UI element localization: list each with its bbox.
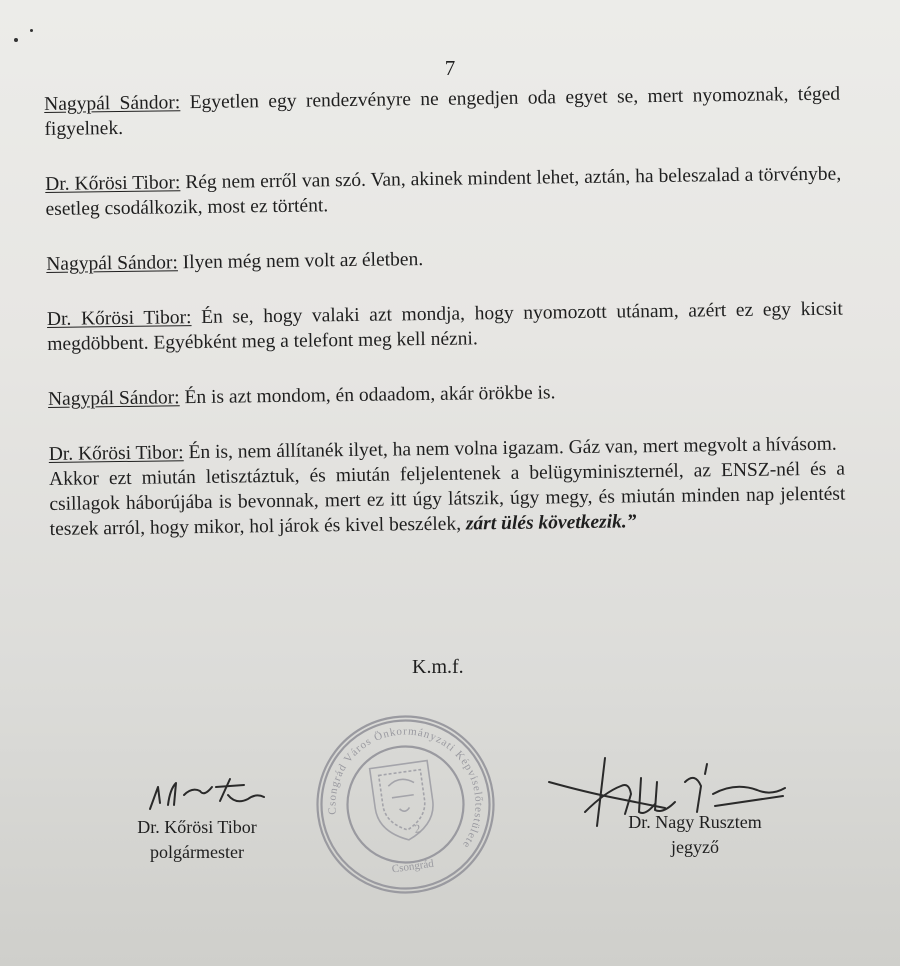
stamp-center-number: 2 (413, 821, 422, 836)
utterance-text: Ilyen még nem volt az életben. (177, 249, 424, 274)
notary-signature-block (600, 810, 790, 860)
stamp-bottom-text: Csongrád (391, 857, 435, 876)
closing-text: Akkor ezt miután letisztáztuk, és miután feljelentenek a belügyminiszternél, az ENSZ-nél és a csillagok háborújába is bevonnak, mert ez itt úgy látszik, úgy megy, és miután minden nap jelentést teszek arról, hogy mikor, hol járok és kivel beszélek, (48, 458, 846, 540)
utterance-text: Egyetlen egy rendezvényre ne engedjen oda egyet se, mert nyomoznak, téged figyelnek. (44, 83, 841, 140)
signatory-name: Dr. Kőrösi Tibor (137, 817, 257, 837)
official-stamp (301, 700, 510, 909)
speaker-name: Dr. Kőrösi Tibor: (46, 307, 192, 330)
coat-of-arms-icon (370, 761, 438, 844)
kmf-mark: K.m.f. (412, 656, 464, 678)
utterance-text: Rég nem erről van szó. Van, akinek mindent lehet, aztán, ha beleszalad a törvénybe, esetleg csodálkozik, most ez történt. (45, 163, 842, 220)
speaker-name: Dr. Kőrösi Tibor: (45, 172, 181, 195)
transcript-body (44, 82, 846, 542)
page-number: 7 (444, 56, 456, 80)
signatory-title: jegyző (671, 837, 719, 857)
closing-paragraph (49, 457, 846, 542)
paper-speck (30, 29, 33, 32)
speaker-name: Nagypál Sándor: (46, 252, 178, 275)
mayor-signature (140, 765, 280, 815)
transcript-paragraph (45, 162, 842, 222)
utterance-text: Én se, hogy valaki azt mondja, hogy nyomozott utánam, azért ez egy kicsit megdöbbent. Egyébként meg a telefont meg kell nézni. (47, 298, 844, 355)
utterance-text: Én is azt mondom, én odaadom, akár örökbe is. (179, 382, 556, 409)
stamp-ring-text: Csongrád Város Önkormányzati Képviselőtestülete (326, 725, 485, 851)
utterance-text: Én is, nem állítanék ilyet, ha nem volna igazam. Gáz van, mert megvolt a hívásom. (183, 433, 837, 464)
mayor-signature-block (112, 815, 282, 865)
speaker-name: Nagypál Sándor: (47, 387, 180, 410)
transcript-paragraph (46, 242, 842, 277)
speaker-name: Dr. Kőrösi Tibor: (48, 442, 184, 465)
closed-session-notice: zárt ülés következik.” (465, 511, 637, 535)
signatory-title: polgármester (150, 842, 244, 862)
transcript-paragraph (48, 377, 844, 412)
speaker-name: Nagypál Sándor: (44, 92, 181, 115)
transcript-paragraph (47, 297, 844, 357)
transcript-paragraph (44, 82, 841, 142)
signatory-name: Dr. Nagy Rusztem (628, 812, 762, 832)
paper-speck (14, 38, 18, 42)
